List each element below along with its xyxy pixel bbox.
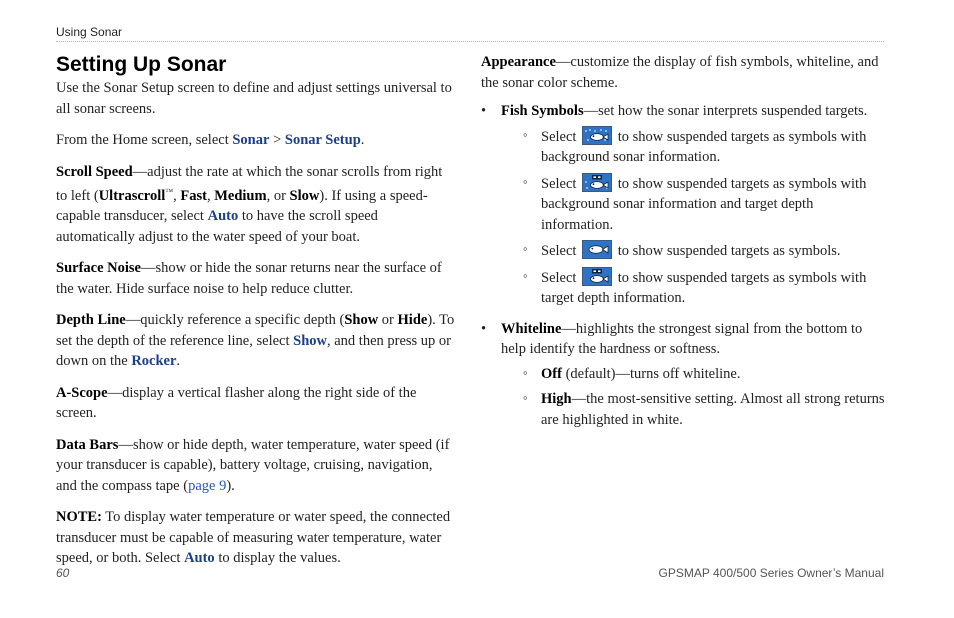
fish-option-3-post: to show suspended targets as symbols. bbox=[614, 243, 841, 259]
comma-1: , bbox=[173, 187, 181, 204]
scroll-speed-text-3: to have the scroll speed automatically adjust to the water speed of your boat. bbox=[56, 208, 378, 245]
sub-bullet-marker: ◦ bbox=[523, 390, 528, 405]
option-show: Show bbox=[344, 312, 379, 329]
fish-option-3 bbox=[501, 240, 886, 262]
data-bars-text-1: —show or hide depth, water temperature, water speed (if your transducer is capable), battery voltage, cruising, navigation, and the compass tape ( bbox=[56, 436, 450, 494]
a-scope-text: —display a vertical flasher along the right side of the screen. bbox=[56, 384, 417, 422]
page-9-link[interactable]: page 9 bbox=[188, 477, 227, 494]
note-paragraph bbox=[56, 507, 456, 569]
left-column bbox=[56, 52, 456, 580]
fish-symbols-term: Fish Symbols bbox=[501, 103, 584, 119]
header-divider bbox=[56, 41, 884, 42]
surface-noise-paragraph bbox=[56, 258, 456, 299]
sub-bullet-marker: ◦ bbox=[523, 267, 528, 283]
depth-line-or: or bbox=[378, 312, 398, 329]
scroll-speed-text-1: —adjust the rate at which the sonar scrolls from right to left ( bbox=[56, 163, 443, 204]
show-ui-label: Show bbox=[293, 332, 327, 349]
bullet-marker: • bbox=[481, 103, 487, 119]
data-bars-text-2: ). bbox=[226, 477, 235, 494]
sub-bullet-marker: ◦ bbox=[523, 126, 528, 142]
note-label: NOTE: bbox=[56, 509, 102, 526]
whiteline-term: Whiteline bbox=[501, 320, 562, 337]
option-medium: Medium bbox=[214, 187, 267, 204]
appearance-term: Appearance bbox=[481, 54, 556, 70]
fish-symbols-item bbox=[481, 101, 886, 309]
fish-option-2-post: to show suspended targets as symbols with background sonar information and target depth information. bbox=[541, 175, 867, 233]
option-fast: Fast bbox=[180, 187, 207, 204]
nav-prefix: From the Home screen, select bbox=[56, 132, 233, 148]
scroll-speed-term: Scroll Speed bbox=[56, 163, 133, 180]
nav-separator: > bbox=[269, 132, 285, 148]
fish-symbol-background-icon[interactable] bbox=[582, 126, 612, 145]
data-bars-paragraph bbox=[56, 435, 456, 497]
whiteline-high-term: High bbox=[541, 391, 572, 407]
scroll-speed-paragraph bbox=[56, 162, 456, 248]
whiteline-option-high bbox=[501, 389, 886, 430]
data-bars-term: Data Bars bbox=[56, 436, 119, 453]
whiteline-off-term: Off bbox=[541, 365, 562, 382]
depth-line-text-2: ). To set the depth of the reference line, select bbox=[56, 312, 455, 349]
rocker-ui-label: Rocker bbox=[131, 353, 177, 370]
fish-symbol-background-depth-icon[interactable] bbox=[582, 173, 612, 192]
depth-line-text-3: , and then press up or down on the bbox=[56, 332, 452, 370]
sub-bullet-marker: ◦ bbox=[523, 241, 528, 256]
fish-option-2 bbox=[501, 173, 886, 236]
whiteline-item bbox=[481, 319, 886, 431]
nav-suffix: . bbox=[360, 132, 365, 148]
whiteline-high-text: —the most-sensitive setting. Almost all strong returns are highlighted in white. bbox=[541, 391, 885, 428]
sub-bullet-marker: ◦ bbox=[523, 364, 528, 380]
running-header: Using Sonar bbox=[56, 25, 123, 39]
page-number: 60 bbox=[56, 566, 70, 580]
appearance-list bbox=[481, 101, 886, 430]
note-text-2: to display the values. bbox=[214, 550, 341, 567]
auto-ui-label: Auto bbox=[207, 208, 239, 225]
page-title: Setting Up Sonar bbox=[56, 53, 227, 76]
fish-option-1-post: to show suspended targets as symbols with background sonar information. bbox=[541, 128, 867, 165]
fish-option-4 bbox=[501, 267, 886, 309]
nav-step-sonar-setup: Sonar Setup bbox=[284, 132, 361, 148]
option-hide: Hide bbox=[397, 312, 428, 329]
fish-symbol-icon[interactable] bbox=[582, 240, 612, 259]
a-scope-term: A-Scope bbox=[56, 384, 108, 401]
comma-2: , bbox=[206, 187, 215, 204]
navigation-paragraph bbox=[56, 130, 456, 151]
fish-option-3-pre: Select bbox=[541, 243, 581, 259]
surface-noise-term: Surface Noise bbox=[56, 260, 141, 277]
sub-bullet-marker: ◦ bbox=[523, 173, 528, 189]
note-text-1: To display water temperature or water speed, the connected transducer must be capable of measuring water temperature, water speed, or both. Select bbox=[56, 509, 451, 567]
depth-line-text-1: —quickly reference a specific depth ( bbox=[125, 312, 345, 329]
appearance-paragraph bbox=[481, 52, 886, 93]
whiteline-off-text: (default)—turns off whiteline. bbox=[561, 365, 741, 382]
whiteline-option-off bbox=[501, 364, 886, 385]
depth-line-paragraph bbox=[56, 310, 456, 372]
option-ultrascroll: Ultrascroll bbox=[98, 187, 166, 204]
fish-option-4-post: to show suspended targets as symbols with target depth information. bbox=[541, 269, 867, 306]
note-auto-ui-label: Auto bbox=[184, 550, 215, 567]
depth-line-text-4: . bbox=[176, 353, 181, 370]
nav-step-sonar: Sonar bbox=[232, 132, 270, 148]
whiteline-text: —highlights the strongest signal from the bottom to help identify the hardness or softness. bbox=[501, 320, 863, 357]
bullet-marker: • bbox=[481, 320, 487, 337]
fish-option-1 bbox=[501, 126, 886, 168]
scroll-speed-text-2: ). If using a speed-capable transducer, select bbox=[56, 187, 428, 225]
fish-option-1-pre: Select bbox=[541, 128, 581, 145]
whiteline-options bbox=[501, 364, 886, 431]
option-slow: Slow bbox=[289, 187, 320, 204]
appearance-text: —customize the display of fish symbols, whiteline, and the sonar color scheme. bbox=[481, 54, 879, 91]
a-scope-paragraph bbox=[56, 383, 456, 424]
manual-title: GPSMAP 400/500 Series Owner’s Manual bbox=[658, 566, 884, 580]
right-column bbox=[481, 52, 886, 440]
fish-option-4-pre: Select bbox=[541, 269, 581, 286]
intro-paragraph: Use the Sonar Setup screen to define and adjust settings universal to all sonar screens. bbox=[56, 80, 452, 117]
fish-symbol-depth-icon[interactable] bbox=[582, 267, 612, 286]
trademark-mark: ™ bbox=[165, 187, 174, 196]
fish-option-2-pre: Select bbox=[541, 175, 581, 192]
surface-noise-text: —show or hide the sonar returns near the surface of the water. Hide surface noise to help reduce clutter. bbox=[56, 260, 442, 297]
comma-3: , or bbox=[266, 187, 290, 204]
fish-symbols-options bbox=[501, 126, 886, 309]
fish-symbols-text: —set how the sonar interprets suspended targets. bbox=[583, 103, 868, 119]
depth-line-term: Depth Line bbox=[56, 312, 126, 329]
